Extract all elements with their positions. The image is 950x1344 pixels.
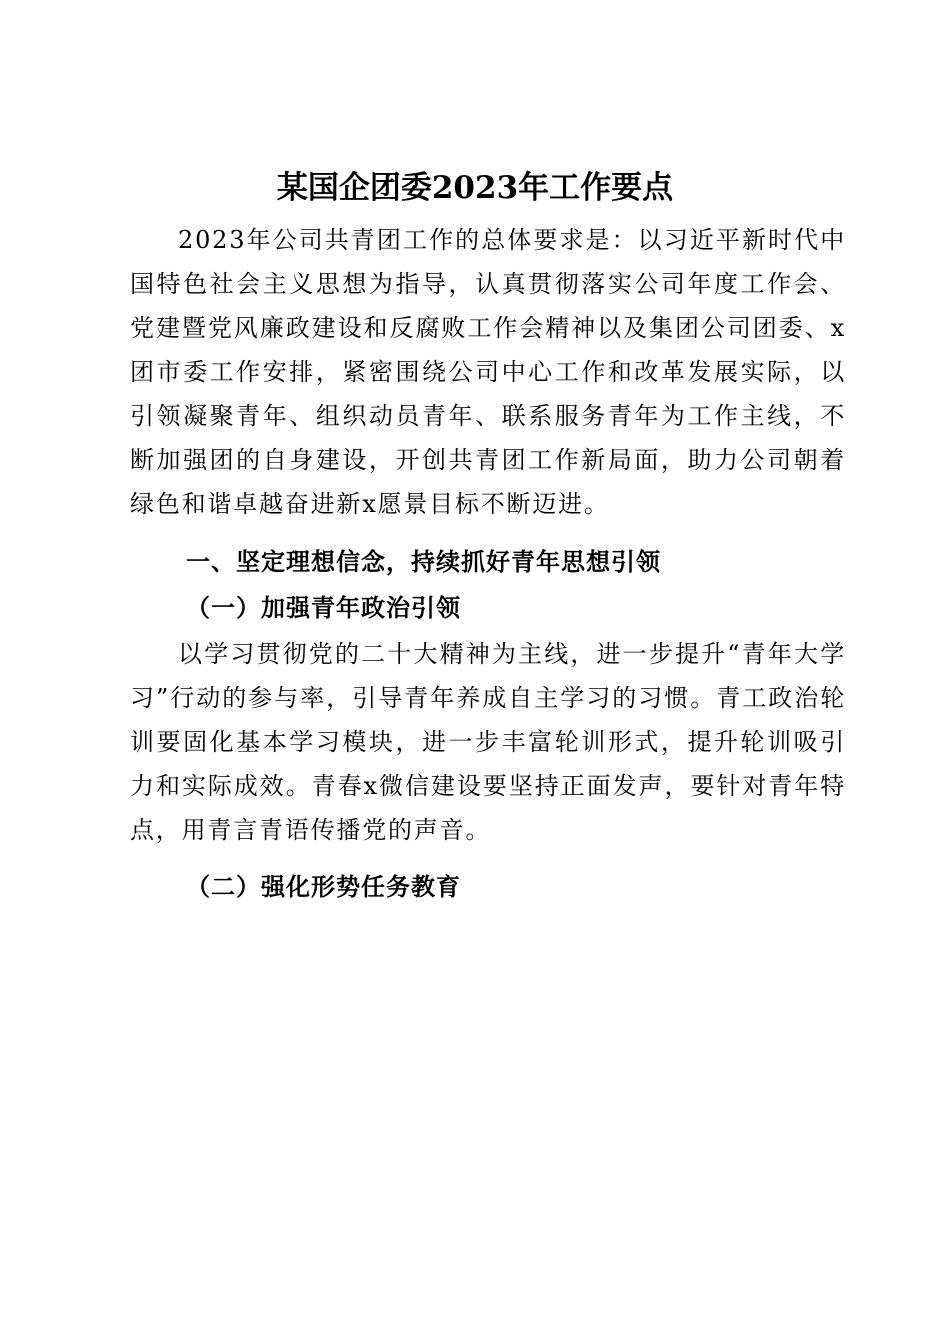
section-heading-1: 一、坚定理想信念，持续抓好青年思想引领: [186, 548, 661, 576]
document-title: 某国企团委2023年工作要点: [276, 170, 674, 206]
subsection-heading-1-1: （一）加强青年政治引领: [186, 593, 461, 622]
intro-paragraph: 2023年公司共青团工作的总体要求是：以习近平新时代中国特色社会主义思想为指导，认真贯彻落实公司年度工作会、党建暨党风廉政建设和反腐败工作会精神以及集团公司团委、x团市委工作安排，紧密围绕公司中心工作和改革发展实际，以引领凝聚青年、组织动员青年、联系服务青年为工作主线，不断加强团的自身建设，开创共青团工作新局面，助力公司朝着绿色和谐卓越奋进新x愿景目标不断迈进。: [130, 226, 846, 518]
subsection-heading-1-2: （二）强化形势任务教育: [186, 872, 461, 901]
subsection-body-1-1: 以学习贯彻党的二十大精神为主线，进一步提升“青年大学习”行动的参与率，引导青年养成自主学习的习惯。青工政治轮训要固化基本学习模块，进一步丰富轮训形式，提升轮训吸引力和实际成效。青春x微信建设要坚持正面发声，要针对青年特点，用青言青语传播党的声音。: [130, 640, 846, 844]
